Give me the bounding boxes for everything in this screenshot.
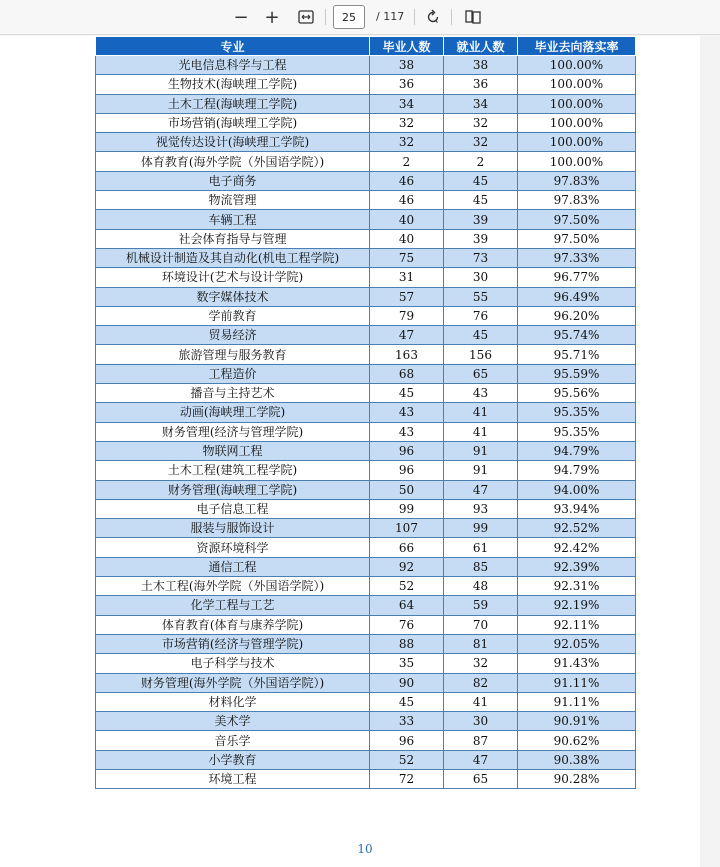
table-row bbox=[96, 326, 636, 345]
cell-graduates: 163 bbox=[370, 345, 444, 364]
cell-graduates: 92 bbox=[370, 557, 444, 576]
cell-rate: 94.00% bbox=[518, 480, 636, 499]
cell-major: 环境设计(艺术与设计学院) bbox=[96, 268, 370, 287]
cell-employed: 30 bbox=[444, 268, 518, 287]
cell-major: 环境工程 bbox=[96, 769, 370, 788]
table-row bbox=[96, 731, 636, 750]
cell-rate: 97.83% bbox=[518, 191, 636, 210]
cell-graduates: 72 bbox=[370, 769, 444, 788]
table-row bbox=[96, 364, 636, 383]
cell-rate: 92.52% bbox=[518, 519, 636, 538]
cell-major: 化学工程与工艺 bbox=[96, 596, 370, 615]
cell-graduates: 31 bbox=[370, 268, 444, 287]
cell-graduates: 35 bbox=[370, 654, 444, 673]
cell-rate: 96.77% bbox=[518, 268, 636, 287]
cell-major: 体育教育(体育与康养学院) bbox=[96, 615, 370, 634]
cell-rate: 94.79% bbox=[518, 441, 636, 460]
cell-major: 资源环境科学 bbox=[96, 538, 370, 557]
cell-employed: 45 bbox=[444, 326, 518, 345]
table-row bbox=[96, 152, 636, 171]
table-row bbox=[96, 229, 636, 248]
cell-major: 物联网工程 bbox=[96, 441, 370, 460]
cell-major: 光电信息科学与工程 bbox=[96, 56, 370, 75]
toolbar-divider bbox=[325, 9, 326, 25]
cell-employed: 36 bbox=[444, 75, 518, 94]
cell-major: 旅游管理与服务教育 bbox=[96, 345, 370, 364]
cell-rate: 100.00% bbox=[518, 113, 636, 132]
cell-graduates: 96 bbox=[370, 731, 444, 750]
cell-employed: 38 bbox=[444, 56, 518, 75]
cell-graduates: 52 bbox=[370, 577, 444, 596]
zoom-in-button[interactable] bbox=[260, 5, 284, 29]
table-row bbox=[96, 287, 636, 306]
page-view-button[interactable] bbox=[461, 5, 485, 29]
cell-major: 车辆工程 bbox=[96, 210, 370, 229]
plus-icon: + bbox=[264, 6, 280, 28]
table-body bbox=[96, 56, 636, 789]
cell-rate: 100.00% bbox=[518, 94, 636, 113]
cell-graduates: 2 bbox=[370, 152, 444, 171]
table-row bbox=[96, 422, 636, 441]
table-row bbox=[96, 480, 636, 499]
cell-employed: 65 bbox=[444, 364, 518, 383]
cell-rate: 95.74% bbox=[518, 326, 636, 345]
page-footer-number: 10 bbox=[357, 842, 373, 856]
cell-employed: 91 bbox=[444, 461, 518, 480]
cell-major: 服装与服饰设计 bbox=[96, 519, 370, 538]
cell-employed: 55 bbox=[444, 287, 518, 306]
table-row bbox=[96, 133, 636, 152]
cell-rate: 100.00% bbox=[518, 56, 636, 75]
cell-rate: 100.00% bbox=[518, 75, 636, 94]
table-row bbox=[96, 191, 636, 210]
cell-major: 电子商务 bbox=[96, 171, 370, 190]
cell-major: 体育教育(海外学院（外国语学院）) bbox=[96, 152, 370, 171]
table-row bbox=[96, 692, 636, 711]
cell-graduates: 36 bbox=[370, 75, 444, 94]
table-row bbox=[96, 268, 636, 287]
cell-rate: 91.43% bbox=[518, 654, 636, 673]
cell-rate: 92.42% bbox=[518, 538, 636, 557]
table-row bbox=[96, 75, 636, 94]
pdf-page bbox=[0, 36, 700, 867]
fit-width-button[interactable] bbox=[294, 5, 318, 29]
cell-employed: 91 bbox=[444, 441, 518, 460]
cell-graduates: 40 bbox=[370, 210, 444, 229]
cell-employed: 45 bbox=[444, 171, 518, 190]
cell-graduates: 43 bbox=[370, 422, 444, 441]
table-row bbox=[96, 345, 636, 364]
cell-employed: 47 bbox=[444, 750, 518, 769]
table-row bbox=[96, 441, 636, 460]
cell-graduates: 45 bbox=[370, 384, 444, 403]
cell-rate: 96.20% bbox=[518, 306, 636, 325]
cell-graduates: 90 bbox=[370, 673, 444, 692]
cell-employed: 32 bbox=[444, 133, 518, 152]
cell-rate: 90.38% bbox=[518, 750, 636, 769]
table-row bbox=[96, 654, 636, 673]
cell-major: 土木工程(海峡理工学院) bbox=[96, 94, 370, 113]
cell-employed: 41 bbox=[444, 422, 518, 441]
table-row bbox=[96, 56, 636, 75]
cell-major: 财务管理(海峡理工学院) bbox=[96, 480, 370, 499]
cell-graduates: 46 bbox=[370, 191, 444, 210]
cell-rate: 92.19% bbox=[518, 596, 636, 615]
cell-employed: 2 bbox=[444, 152, 518, 171]
cell-employed: 32 bbox=[444, 654, 518, 673]
cell-rate: 91.11% bbox=[518, 673, 636, 692]
table-row bbox=[96, 248, 636, 267]
cell-rate: 97.50% bbox=[518, 210, 636, 229]
cell-major: 播音与主持艺术 bbox=[96, 384, 370, 403]
cell-rate: 97.50% bbox=[518, 229, 636, 248]
toolbar-divider bbox=[451, 9, 452, 25]
minus-icon: − bbox=[233, 6, 249, 28]
cell-rate: 92.39% bbox=[518, 557, 636, 576]
cell-employed: 93 bbox=[444, 499, 518, 518]
cell-employed: 39 bbox=[444, 210, 518, 229]
cell-employed: 39 bbox=[444, 229, 518, 248]
cell-major: 贸易经济 bbox=[96, 326, 370, 345]
cell-graduates: 47 bbox=[370, 326, 444, 345]
header-major: 专业 bbox=[96, 37, 370, 56]
cell-major: 财务管理(经济与管理学院) bbox=[96, 422, 370, 441]
cell-major: 音乐学 bbox=[96, 731, 370, 750]
cell-major: 电子科学与技术 bbox=[96, 654, 370, 673]
cell-rate: 90.91% bbox=[518, 712, 636, 731]
cell-major: 物流管理 bbox=[96, 191, 370, 210]
cell-employed: 59 bbox=[444, 596, 518, 615]
cell-rate: 94.79% bbox=[518, 461, 636, 480]
table-row bbox=[96, 596, 636, 615]
cell-rate: 95.35% bbox=[518, 403, 636, 422]
cell-graduates: 45 bbox=[370, 692, 444, 711]
table-row bbox=[96, 113, 636, 132]
cell-major: 材料化学 bbox=[96, 692, 370, 711]
table-row bbox=[96, 634, 636, 653]
header-graduates: 毕业人数 bbox=[370, 37, 444, 56]
cell-employed: 65 bbox=[444, 769, 518, 788]
two-page-icon bbox=[464, 9, 482, 25]
page-number-input[interactable] bbox=[333, 5, 365, 29]
cell-employed: 82 bbox=[444, 673, 518, 692]
cell-major: 学前教育 bbox=[96, 306, 370, 325]
cell-graduates: 34 bbox=[370, 94, 444, 113]
table-row bbox=[96, 519, 636, 538]
cell-rate: 97.33% bbox=[518, 248, 636, 267]
cell-rate: 91.11% bbox=[518, 692, 636, 711]
cell-employed: 48 bbox=[444, 577, 518, 596]
table-row bbox=[96, 210, 636, 229]
cell-employed: 45 bbox=[444, 191, 518, 210]
cell-graduates: 64 bbox=[370, 596, 444, 615]
cell-employed: 47 bbox=[444, 480, 518, 499]
cell-employed: 85 bbox=[444, 557, 518, 576]
cell-rate: 95.59% bbox=[518, 364, 636, 383]
cell-graduates: 52 bbox=[370, 750, 444, 769]
cell-rate: 92.31% bbox=[518, 577, 636, 596]
cell-graduates: 38 bbox=[370, 56, 444, 75]
cell-rate: 100.00% bbox=[518, 133, 636, 152]
cell-graduates: 32 bbox=[370, 133, 444, 152]
table-row bbox=[96, 750, 636, 769]
cell-employed: 30 bbox=[444, 712, 518, 731]
cell-rate: 92.05% bbox=[518, 634, 636, 653]
cell-graduates: 66 bbox=[370, 538, 444, 557]
toolbar-divider bbox=[414, 9, 415, 25]
header-rate: 毕业去向落实率 bbox=[518, 37, 636, 56]
cell-graduates: 46 bbox=[370, 171, 444, 190]
pdf-toolbar bbox=[0, 0, 720, 35]
cell-graduates: 32 bbox=[370, 113, 444, 132]
cell-rate: 92.11% bbox=[518, 615, 636, 634]
cell-rate: 95.35% bbox=[518, 422, 636, 441]
total-pages-label: / 117 bbox=[376, 10, 405, 23]
table-row bbox=[96, 171, 636, 190]
cell-employed: 87 bbox=[444, 731, 518, 750]
cell-graduates: 40 bbox=[370, 229, 444, 248]
table-row bbox=[96, 615, 636, 634]
cell-major: 小学教育 bbox=[96, 750, 370, 769]
cell-rate: 95.71% bbox=[518, 345, 636, 364]
table-row bbox=[96, 769, 636, 788]
cell-employed: 32 bbox=[444, 113, 518, 132]
cell-employed: 61 bbox=[444, 538, 518, 557]
cell-major: 市场营销(经济与管理学院) bbox=[96, 634, 370, 653]
rotate-icon bbox=[425, 9, 441, 25]
cell-rate: 90.28% bbox=[518, 769, 636, 788]
cell-rate: 95.56% bbox=[518, 384, 636, 403]
table-row bbox=[96, 403, 636, 422]
cell-major: 生物技术(海峡理工学院) bbox=[96, 75, 370, 94]
table-row bbox=[96, 306, 636, 325]
cell-graduates: 99 bbox=[370, 499, 444, 518]
cell-employed: 76 bbox=[444, 306, 518, 325]
cell-graduates: 76 bbox=[370, 615, 444, 634]
cell-major: 数字媒体技术 bbox=[96, 287, 370, 306]
cell-graduates: 68 bbox=[370, 364, 444, 383]
table-header-row bbox=[96, 37, 636, 56]
cell-graduates: 96 bbox=[370, 441, 444, 460]
cell-employed: 43 bbox=[444, 384, 518, 403]
cell-employed: 81 bbox=[444, 634, 518, 653]
cell-graduates: 43 bbox=[370, 403, 444, 422]
cell-employed: 41 bbox=[444, 403, 518, 422]
cell-major: 视觉传达设计(海峡理工学院) bbox=[96, 133, 370, 152]
cell-major: 市场营销(海峡理工学院) bbox=[96, 113, 370, 132]
cell-graduates: 96 bbox=[370, 461, 444, 480]
cell-graduates: 50 bbox=[370, 480, 444, 499]
cell-major: 电子信息工程 bbox=[96, 499, 370, 518]
table-row bbox=[96, 94, 636, 113]
table-row bbox=[96, 557, 636, 576]
cell-major: 动画(海峡理工学院) bbox=[96, 403, 370, 422]
scrollbar-track[interactable] bbox=[700, 36, 720, 867]
table-row bbox=[96, 499, 636, 518]
header-employed: 就业人数 bbox=[444, 37, 518, 56]
cell-employed: 70 bbox=[444, 615, 518, 634]
fit-width-icon bbox=[298, 10, 314, 24]
cell-graduates: 107 bbox=[370, 519, 444, 538]
table-row bbox=[96, 538, 636, 557]
rotate-button[interactable] bbox=[421, 5, 445, 29]
cell-major: 土木工程(建筑工程学院) bbox=[96, 461, 370, 480]
cell-employed: 73 bbox=[444, 248, 518, 267]
cell-major: 财务管理(海外学院（外国语学院）) bbox=[96, 673, 370, 692]
table-row bbox=[96, 461, 636, 480]
cell-major: 土木工程(海外学院（外国语学院）) bbox=[96, 577, 370, 596]
cell-employed: 99 bbox=[444, 519, 518, 538]
cell-rate: 97.83% bbox=[518, 171, 636, 190]
cell-major: 机械设计制造及其自动化(机电工程学院) bbox=[96, 248, 370, 267]
cell-major: 美术学 bbox=[96, 712, 370, 731]
cell-graduates: 33 bbox=[370, 712, 444, 731]
cell-employed: 34 bbox=[444, 94, 518, 113]
cell-graduates: 88 bbox=[370, 634, 444, 653]
table-row bbox=[96, 577, 636, 596]
table-row bbox=[96, 712, 636, 731]
cell-major: 社会体育指导与管理 bbox=[96, 229, 370, 248]
cell-graduates: 79 bbox=[370, 306, 444, 325]
cell-major: 通信工程 bbox=[96, 557, 370, 576]
cell-graduates: 75 bbox=[370, 248, 444, 267]
cell-employed: 156 bbox=[444, 345, 518, 364]
cell-rate: 100.00% bbox=[518, 152, 636, 171]
table-row bbox=[96, 384, 636, 403]
cell-rate: 90.62% bbox=[518, 731, 636, 750]
cell-rate: 96.49% bbox=[518, 287, 636, 306]
cell-rate: 93.94% bbox=[518, 499, 636, 518]
cell-employed: 41 bbox=[444, 692, 518, 711]
employment-rate-table bbox=[95, 36, 636, 789]
zoom-out-button[interactable] bbox=[229, 5, 253, 29]
cell-major: 工程造价 bbox=[96, 364, 370, 383]
cell-graduates: 57 bbox=[370, 287, 444, 306]
table-row bbox=[96, 673, 636, 692]
